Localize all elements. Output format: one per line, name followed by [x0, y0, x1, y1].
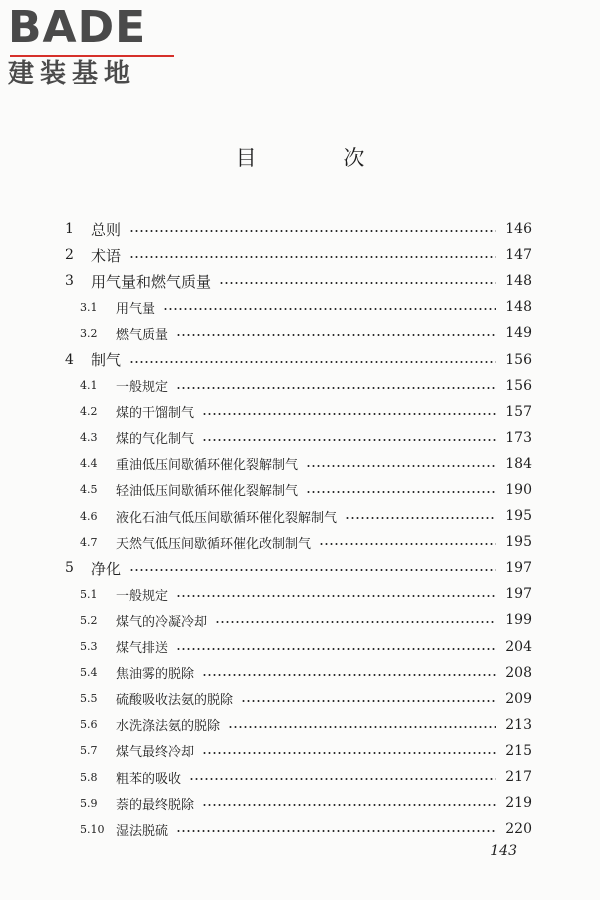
- toc-entry-title: 天然气低压间歇循环催化改制制气: [116, 536, 312, 552]
- toc-entry-page: 197: [505, 586, 532, 603]
- dot-leader: [202, 752, 496, 754]
- toc-section-row[interactable]: [64, 634, 532, 660]
- logo-wordmark: BADE: [8, 2, 147, 53]
- toc-section-row[interactable]: [64, 738, 532, 764]
- toc-chapter-row[interactable]: [64, 555, 532, 581]
- toc-entry-number: 5.3: [80, 640, 98, 654]
- toc-section-row[interactable]: [64, 503, 532, 529]
- toc-entry-title: 术语: [91, 246, 122, 265]
- toc-entry-number: 5.6: [80, 718, 98, 732]
- toc-entry-number: 4.7: [80, 535, 98, 549]
- toc-entry-page: 204: [505, 638, 532, 655]
- toc-entry-number: 3.2: [80, 326, 98, 340]
- toc-entry-title: 粗苯的吸收: [116, 771, 182, 787]
- toc-entry-page: 156: [505, 351, 532, 368]
- toc-entry-title: 用气量: [116, 301, 156, 317]
- toc-section-row[interactable]: [64, 477, 532, 503]
- toc-entry-title: 净化: [91, 559, 122, 578]
- toc-entry-title: 一般规定: [116, 380, 169, 396]
- toc-section-row[interactable]: [64, 373, 532, 399]
- toc-entry-number: 4.5: [80, 483, 98, 497]
- toc-chapter-row[interactable]: [64, 268, 532, 294]
- toc-entry-title: 煤气排送: [116, 641, 169, 657]
- toc-entry-title: 水洗涤法氨的脱除: [116, 719, 221, 735]
- toc-title: 目 次: [235, 146, 405, 170]
- toc-entry-number: 4.6: [80, 509, 98, 523]
- toc-entry-title: 总则: [91, 220, 122, 239]
- toc-entry-title: 焦油雾的脱除: [116, 667, 195, 683]
- toc-entry-title: 燃气质量: [116, 327, 169, 343]
- toc-entry-page: 220: [505, 821, 532, 838]
- toc-entry-number: 5.2: [80, 613, 98, 627]
- toc-entry-page: 184: [505, 455, 532, 472]
- dot-leader: [176, 595, 496, 597]
- toc-entry-page: 148: [505, 299, 532, 316]
- toc-section-row[interactable]: [64, 816, 532, 842]
- toc-chapter-row[interactable]: [64, 216, 532, 242]
- toc-entry-page: 199: [505, 612, 532, 629]
- toc-entry-title: 萘的最终脱除: [116, 797, 195, 813]
- toc-section-row[interactable]: [64, 529, 532, 555]
- toc-entry-number: 4.4: [80, 457, 98, 471]
- logo-accent-rule: [10, 55, 174, 57]
- toc-list: [64, 216, 532, 842]
- dot-leader: [129, 569, 496, 571]
- toc-entry-number: 5.5: [80, 692, 98, 706]
- toc-entry-number: 4.3: [80, 431, 98, 445]
- dot-leader: [306, 465, 496, 467]
- page-number: 143: [490, 843, 517, 859]
- toc-entry-number: 3: [65, 273, 74, 290]
- dot-leader: [189, 778, 496, 780]
- toc-entry-page: 149: [505, 325, 532, 342]
- dot-leader: [306, 491, 496, 493]
- toc-entry-page: 156: [505, 377, 532, 394]
- toc-entry-title: 硫酸吸收法氨的脱除: [116, 693, 234, 709]
- dot-leader: [202, 804, 496, 806]
- dot-leader: [345, 517, 496, 519]
- toc-section-row[interactable]: [64, 660, 532, 686]
- toc-entry-page: 217: [505, 769, 532, 786]
- toc-entry-number: 5.7: [80, 744, 98, 758]
- toc-section-row[interactable]: [64, 425, 532, 451]
- toc-entry-title: 湿法脱硫: [116, 823, 169, 839]
- toc-section-row[interactable]: [64, 581, 532, 607]
- dot-leader: [215, 621, 496, 623]
- toc-entry-title: 液化石油气低压间歇循环催化裂解制气: [116, 510, 338, 526]
- toc-section-row[interactable]: [64, 712, 532, 738]
- toc-entry-page: 148: [505, 273, 532, 290]
- toc-chapter-row[interactable]: [64, 346, 532, 372]
- dot-leader: [129, 256, 496, 258]
- toc-entry-page: 146: [505, 221, 532, 238]
- toc-entry-title: 一般规定: [116, 588, 169, 604]
- dot-leader: [202, 439, 496, 441]
- toc-entry-title: 煤的干馏制气: [116, 406, 195, 422]
- toc-entry-title: 轻油低压间歇循环催化裂解制气: [116, 484, 299, 500]
- dot-leader: [176, 387, 496, 389]
- toc-entry-page: 190: [505, 481, 532, 498]
- toc-entry-page: 157: [505, 403, 532, 420]
- toc-section-row[interactable]: [64, 399, 532, 425]
- toc-entry-title: 用气量和燃气质量: [91, 272, 212, 291]
- toc-entry-number: 2: [65, 247, 74, 264]
- toc-entry-number: 1: [65, 221, 74, 238]
- toc-entry-number: 3.1: [80, 300, 98, 314]
- dot-leader: [176, 334, 496, 336]
- toc-section-row[interactable]: [64, 686, 532, 712]
- dot-leader: [219, 282, 496, 284]
- toc-entry-number: 4.1: [80, 379, 98, 393]
- toc-entry-page: 147: [505, 247, 532, 264]
- toc-entry-number: 4.2: [80, 405, 98, 419]
- toc-section-row[interactable]: [64, 607, 532, 633]
- toc-entry-number: 5.8: [80, 770, 98, 784]
- toc-entry-number: 5.9: [80, 796, 98, 810]
- dot-leader: [319, 543, 496, 545]
- toc-entry-title: 煤的气化制气: [116, 432, 195, 448]
- toc-section-row[interactable]: [64, 764, 532, 790]
- dot-leader: [129, 361, 496, 363]
- dot-leader: [241, 700, 496, 702]
- dot-leader: [176, 648, 496, 650]
- dot-leader: [202, 413, 496, 415]
- dot-leader: [202, 674, 496, 676]
- toc-entry-page: 197: [505, 560, 532, 577]
- toc-entry-page: 209: [505, 690, 532, 707]
- toc-chapter-row[interactable]: [64, 242, 532, 268]
- toc-entry-number: 5.4: [80, 666, 98, 680]
- toc-entry-page: 195: [505, 508, 532, 525]
- dot-leader: [129, 230, 496, 232]
- dot-leader: [163, 308, 496, 310]
- toc-entry-page: 213: [505, 716, 532, 733]
- toc-entry-page: 215: [505, 742, 532, 759]
- toc-entry-title: 煤气最终冷却: [116, 745, 195, 761]
- toc-entry-number: 4: [65, 351, 74, 368]
- toc-entry-title: 制气: [91, 351, 122, 370]
- dot-leader: [176, 830, 496, 832]
- bade-logo: [8, 4, 178, 90]
- toc-entry-page: 219: [505, 795, 532, 812]
- toc-entry-title: 重油低压间歇循环催化裂解制气: [116, 458, 299, 474]
- toc-entry-title: 煤气的冷凝冷却: [116, 614, 208, 630]
- toc-section-row[interactable]: [64, 320, 532, 346]
- toc-entry-page: 208: [505, 664, 532, 681]
- toc-entry-number: 5.10: [80, 822, 105, 836]
- logo-subtitle: 建装基地: [8, 59, 137, 89]
- toc-section-row[interactable]: [64, 294, 532, 320]
- toc-section-row[interactable]: [64, 790, 532, 816]
- toc-section-row[interactable]: [64, 451, 532, 477]
- toc-entry-number: 5.1: [80, 587, 98, 601]
- toc-entry-page: 173: [505, 429, 532, 446]
- toc-entry-page: 195: [505, 534, 532, 551]
- dot-leader: [228, 726, 496, 728]
- toc-entry-number: 5: [65, 560, 74, 577]
